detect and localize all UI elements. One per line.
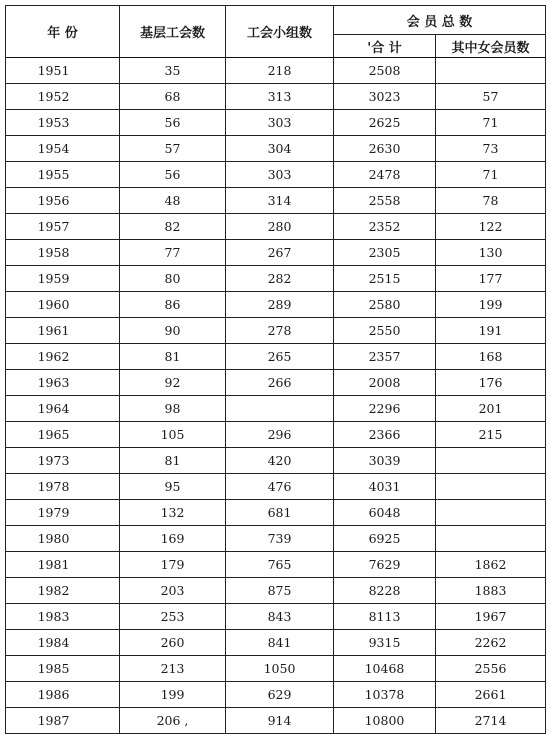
cell-year: 1957 <box>6 214 120 240</box>
table-row <box>6 526 546 552</box>
cell-member-total: 6048 <box>334 500 436 526</box>
cell-year: 1963 <box>6 370 120 396</box>
cell-member-total: 4031 <box>334 474 436 500</box>
cell-member-total: 6925 <box>334 526 436 552</box>
cell-female-members: 1883 <box>436 578 546 604</box>
cell-member-total: 3039 <box>334 448 436 474</box>
cell-year: 1961 <box>6 318 120 344</box>
cell-union-groups: 303 <box>226 162 334 188</box>
cell-member-total: 2366 <box>334 422 436 448</box>
cell-union-groups: 875 <box>226 578 334 604</box>
table-row <box>6 162 546 188</box>
cell-union-groups: 296 <box>226 422 334 448</box>
cell-union-groups: 420 <box>226 448 334 474</box>
cell-female-members <box>436 448 546 474</box>
cell-year: 1954 <box>6 136 120 162</box>
table-row <box>6 58 546 84</box>
header-row-1 <box>6 6 546 35</box>
cell-grassroots-unions: 48 <box>120 188 226 214</box>
cell-year: 1980 <box>6 526 120 552</box>
cell-union-groups: 314 <box>226 188 334 214</box>
cell-female-members: 71 <box>436 162 546 188</box>
cell-female-members: 2556 <box>436 656 546 682</box>
table-row <box>6 578 546 604</box>
cell-union-groups: 1050 <box>226 656 334 682</box>
cell-union-groups: 289 <box>226 292 334 318</box>
cell-female-members: 199 <box>436 292 546 318</box>
cell-union-groups: 280 <box>226 214 334 240</box>
cell-grassroots-unions: 81 <box>120 344 226 370</box>
cell-female-members: 122 <box>436 214 546 240</box>
cell-member-total: 2508 <box>334 58 436 84</box>
cell-grassroots-unions: 199 <box>120 682 226 708</box>
cell-member-total: 10800 <box>334 708 436 734</box>
cell-grassroots-unions: 206 , <box>120 708 226 734</box>
cell-female-members: 201 <box>436 396 546 422</box>
cell-female-members: 2661 <box>436 682 546 708</box>
cell-grassroots-unions: 132 <box>120 500 226 526</box>
table-row <box>6 708 546 734</box>
cell-grassroots-unions: 82 <box>120 214 226 240</box>
cell-year: 1984 <box>6 630 120 656</box>
table-body <box>6 58 546 734</box>
cell-grassroots-unions: 260 <box>120 630 226 656</box>
cell-member-total: 10468 <box>334 656 436 682</box>
table-row <box>6 474 546 500</box>
union-statistics-table <box>5 5 546 734</box>
cell-female-members: 1862 <box>436 552 546 578</box>
cell-female-members: 2714 <box>436 708 546 734</box>
cell-member-total: 7629 <box>334 552 436 578</box>
cell-female-members: 78 <box>436 188 546 214</box>
table-row <box>6 188 546 214</box>
cell-member-total: 2550 <box>334 318 436 344</box>
table-row <box>6 448 546 474</box>
cell-female-members <box>436 500 546 526</box>
cell-grassroots-unions: 90 <box>120 318 226 344</box>
cell-member-total: 2630 <box>334 136 436 162</box>
cell-year: 1958 <box>6 240 120 266</box>
table-row <box>6 396 546 422</box>
cell-union-groups: 304 <box>226 136 334 162</box>
cell-union-groups: 282 <box>226 266 334 292</box>
cell-female-members: 130 <box>436 240 546 266</box>
table-row <box>6 682 546 708</box>
cell-member-total: 2305 <box>334 240 436 266</box>
cell-female-members <box>436 474 546 500</box>
cell-union-groups: 476 <box>226 474 334 500</box>
cell-year: 1981 <box>6 552 120 578</box>
table-row <box>6 656 546 682</box>
cell-year: 1983 <box>6 604 120 630</box>
cell-female-members: 57 <box>436 84 546 110</box>
cell-grassroots-unions: 86 <box>120 292 226 318</box>
cell-member-total: 10378 <box>334 682 436 708</box>
cell-union-groups: 681 <box>226 500 334 526</box>
cell-grassroots-unions: 253 <box>120 604 226 630</box>
cell-grassroots-unions: 56 <box>120 162 226 188</box>
cell-union-groups: 843 <box>226 604 334 630</box>
table-row <box>6 240 546 266</box>
cell-year: 1982 <box>6 578 120 604</box>
cell-member-total: 2357 <box>334 344 436 370</box>
cell-member-total: 2296 <box>334 396 436 422</box>
cell-year: 1962 <box>6 344 120 370</box>
cell-member-total: 8113 <box>334 604 436 630</box>
table-row <box>6 370 546 396</box>
table-row <box>6 292 546 318</box>
cell-member-total: 2478 <box>334 162 436 188</box>
cell-union-groups: 914 <box>226 708 334 734</box>
cell-year: 1965 <box>6 422 120 448</box>
cell-member-total: 9315 <box>334 630 436 656</box>
cell-union-groups: 313 <box>226 84 334 110</box>
cell-grassroots-unions: 56 <box>120 110 226 136</box>
cell-member-total: 2580 <box>334 292 436 318</box>
cell-year: 1959 <box>6 266 120 292</box>
cell-female-members <box>436 58 546 84</box>
cell-year: 1985 <box>6 656 120 682</box>
header-union-groups: 工会小组数 <box>226 6 334 58</box>
cell-grassroots-unions: 81 <box>120 448 226 474</box>
table-row <box>6 136 546 162</box>
table-row <box>6 318 546 344</box>
cell-female-members <box>436 526 546 552</box>
cell-union-groups: 739 <box>226 526 334 552</box>
cell-union-groups <box>226 396 334 422</box>
cell-grassroots-unions: 213 <box>120 656 226 682</box>
cell-member-total: 8228 <box>334 578 436 604</box>
cell-year: 1955 <box>6 162 120 188</box>
cell-union-groups: 266 <box>226 370 334 396</box>
table-row <box>6 344 546 370</box>
table-row <box>6 500 546 526</box>
cell-union-groups: 841 <box>226 630 334 656</box>
cell-female-members: 176 <box>436 370 546 396</box>
cell-year: 1960 <box>6 292 120 318</box>
table-row <box>6 214 546 240</box>
table-row <box>6 552 546 578</box>
cell-year: 1987 <box>6 708 120 734</box>
header-grassroots-unions: 基层工会数 <box>120 6 226 58</box>
table-row <box>6 266 546 292</box>
cell-member-total: 2558 <box>334 188 436 214</box>
table-row <box>6 630 546 656</box>
cell-grassroots-unions: 77 <box>120 240 226 266</box>
cell-union-groups: 265 <box>226 344 334 370</box>
cell-year: 1978 <box>6 474 120 500</box>
cell-grassroots-unions: 169 <box>120 526 226 552</box>
cell-female-members: 71 <box>436 110 546 136</box>
cell-grassroots-unions: 57 <box>120 136 226 162</box>
cell-union-groups: 303 <box>226 110 334 136</box>
cell-year: 1953 <box>6 110 120 136</box>
cell-grassroots-unions: 95 <box>120 474 226 500</box>
cell-year: 1964 <box>6 396 120 422</box>
table-row <box>6 604 546 630</box>
cell-grassroots-unions: 179 <box>120 552 226 578</box>
header-total-members: 会 员 总 数 <box>334 6 546 35</box>
cell-year: 1986 <box>6 682 120 708</box>
cell-female-members: 177 <box>436 266 546 292</box>
cell-grassroots-unions: 80 <box>120 266 226 292</box>
header-year: 年 份 <box>6 6 120 58</box>
cell-year: 1973 <box>6 448 120 474</box>
cell-member-total: 2625 <box>334 110 436 136</box>
table-row <box>6 84 546 110</box>
cell-member-total: 2008 <box>334 370 436 396</box>
cell-grassroots-unions: 92 <box>120 370 226 396</box>
header-female-members: 其中女会员数 <box>436 35 546 58</box>
cell-year: 1979 <box>6 500 120 526</box>
cell-female-members: 168 <box>436 344 546 370</box>
cell-year: 1952 <box>6 84 120 110</box>
cell-union-groups: 278 <box>226 318 334 344</box>
cell-member-total: 3023 <box>334 84 436 110</box>
cell-grassroots-unions: 98 <box>120 396 226 422</box>
cell-female-members: 2262 <box>436 630 546 656</box>
cell-year: 1951 <box>6 58 120 84</box>
cell-female-members: 73 <box>436 136 546 162</box>
cell-grassroots-unions: 68 <box>120 84 226 110</box>
cell-member-total: 2352 <box>334 214 436 240</box>
cell-union-groups: 765 <box>226 552 334 578</box>
cell-member-total: 2515 <box>334 266 436 292</box>
cell-union-groups: 629 <box>226 682 334 708</box>
cell-year: 1956 <box>6 188 120 214</box>
cell-grassroots-unions: 35 <box>120 58 226 84</box>
cell-union-groups: 267 <box>226 240 334 266</box>
cell-union-groups: 218 <box>226 58 334 84</box>
table-row <box>6 110 546 136</box>
cell-grassroots-unions: 105 <box>120 422 226 448</box>
table-header <box>6 6 546 58</box>
table-row <box>6 422 546 448</box>
cell-female-members: 191 <box>436 318 546 344</box>
cell-female-members: 215 <box>436 422 546 448</box>
header-subtotal: '合 计 <box>334 35 436 58</box>
cell-female-members: 1967 <box>436 604 546 630</box>
cell-grassroots-unions: 203 <box>120 578 226 604</box>
